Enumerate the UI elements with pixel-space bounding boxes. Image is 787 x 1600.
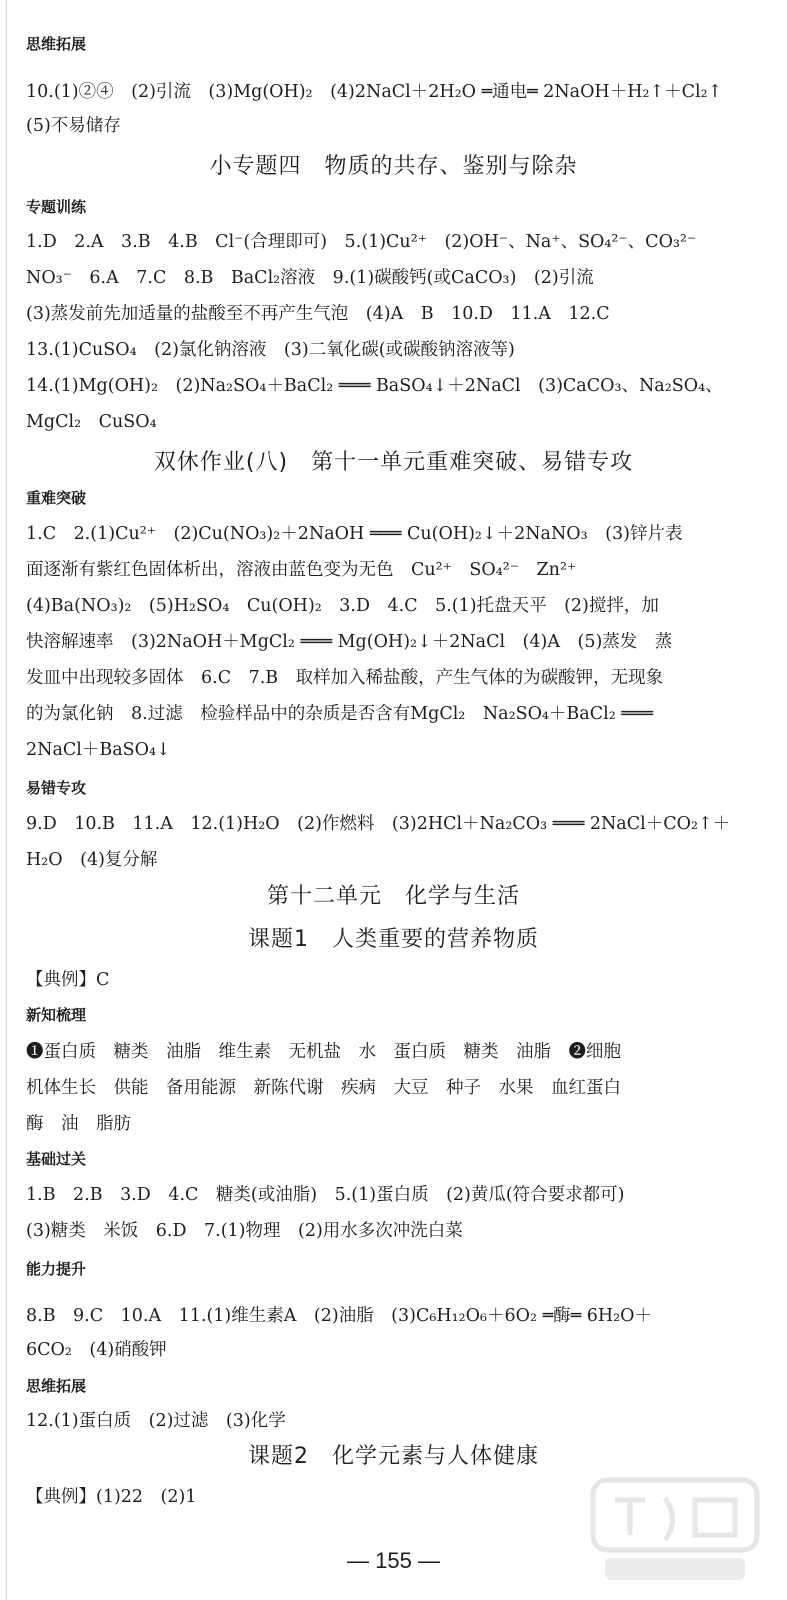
answer-line: 13.(1)CuSO₄ (2)氯化钠溶液 (3)二氧化碳(或碳酸钠溶液等) (26, 340, 515, 360)
answer-line: 12.(1)蛋白质 (2)过滤 (3)化学 (26, 1411, 286, 1431)
answer-line: 10.(1)②④ (2)引流 (3)Mg(OH)₂ (4)2NaCl＋2H₂O ═通电═ 2NaOH＋H₂↑＋Cl₂↑ (26, 82, 723, 102)
subhead-new-knowledge: 新知梳理 (26, 1006, 87, 1024)
subhead-key-difficulties: 重难突破 (26, 489, 87, 507)
answer-line: 发皿中出现较多固体 6.C 7.B 取样加入稀盐酸，产生气体的为碳酸钾，无现象 (26, 668, 664, 688)
lesson-heading: 课题2 化学元素与人体健康 (248, 1444, 539, 1469)
answer-line: 6CO₂ (4)硝酸钾 (26, 1340, 167, 1360)
answer-line: 8.B 9.C 10.A 11.(1)维生素A (2)油脂 (3)C₆H₁₂O₆＋6O₂ ═酶═ 6H₂O＋ (26, 1306, 652, 1326)
answer-line: 快溶解速率 (3)2NaOH＋MgCl₂ ═══ Mg(OH)₂↓＋2NaCl (4)A (5)蒸发 蒸 (26, 632, 673, 652)
subhead-thinking-extension: 思维拓展 (26, 35, 87, 53)
answer-line: 9.D 10.B 11.A 12.(1)H₂O (2)作燃料 (3)2HCl＋Na₂CO₃ ═══ 2NaCl＋CO₂↑＋ (26, 814, 731, 834)
unit-heading: 第十二单元 化学与生活 (266, 884, 520, 909)
lesson-heading: 课题1 人类重要的营养物质 (248, 927, 539, 952)
subhead-error-prone: 易错专攻 (26, 779, 87, 797)
answer-line: 1.B 2.B 3.D 4.C 糖类(或油脂) 5.(1)蛋白质 (2)黄瓜(符合要求都可) (26, 1185, 625, 1205)
answer-line: (4)Ba(NO₃)₂ (5)H₂SO₄ Cu(OH)₂ 3.D 4.C 5.(1)托盘天平 (2)搅拌，加 (26, 596, 659, 616)
answer-line: H₂O (4)复分解 (26, 850, 158, 870)
subhead-thinking-extension: 思维拓展 (26, 1377, 87, 1395)
answer-line: 14.(1)Mg(OH)₂ (2)Na₂SO₄＋BaCl₂ ═══ BaSO₄↓＋2NaCl (3)CaCO₃、Na₂SO₄、 (26, 376, 723, 396)
answer-line: 机体生长 供能 备用能源 新陈代谢 疾病 大豆 种子 水果 血红蛋白 (26, 1078, 621, 1098)
answer-line: 1.D 2.A 3.B 4.B Cl⁻(合理即可) 5.(1)Cu²⁺ (2)OH⁻、Na⁺、SO₄²⁻、CO₃²⁻ (26, 232, 697, 252)
section-heading: 双休作业(八) 第十一单元重难突破、易错专攻 (153, 450, 634, 475)
answer-line: 1.C 2.(1)Cu²⁺ (2)Cu(NO₃)₂＋2NaOH ═══ Cu(OH)₂↓＋2NaNO₃ (3)锌片表 (26, 524, 683, 544)
binding-edge (6, 0, 7, 1600)
answer-line: 【典例】C (26, 970, 110, 990)
answer-line: NO₃⁻ 6.A 7.C 8.B BaCl₂溶液 9.(1)碳酸钙(或CaCO₃) (2)引流 (26, 268, 594, 288)
subhead-basic-check: 基础过关 (26, 1150, 87, 1168)
section-heading: 小专题四 物质的共存、鉴别与除杂 (209, 154, 578, 179)
answer-line: (3)蒸发前先加适量的盐酸至不再产生气泡 (4)A B 10.D 11.A 12.C (26, 304, 610, 324)
page-number: — 155 — (347, 1548, 440, 1573)
answer-line: 面逐渐有紫红色固体析出，溶液由蓝色变为无色 Cu²⁺ SO₄²⁻ Zn²⁺ (26, 560, 577, 580)
answer-line: ❶蛋白质 糖类 油脂 维生素 无机盐 水 蛋白质 糖类 油脂 ❷细胞 (26, 1042, 621, 1062)
answer-line: (5)不易储存 (26, 116, 121, 136)
answer-line: 2NaCl＋BaSO₄↓ (26, 740, 171, 760)
subhead-ability-improvement: 能力提升 (26, 1260, 87, 1278)
answer-line: (3)糖类 米饭 6.D 7.(1)物理 (2)用水多次冲洗白菜 (26, 1221, 463, 1241)
answer-line: 【典例】(1)22 (2)1 (26, 1487, 197, 1507)
subhead-topic-training: 专题训练 (26, 198, 87, 216)
answer-line: 的为氯化钠 8.过滤 检验样品中的杂质是否含有MgCl₂ Na₂SO₄＋BaCl₂ ═══ (26, 704, 653, 724)
watermark-logo (585, 1470, 765, 1590)
answer-line: 酶 油 脂肪 (26, 1114, 131, 1134)
answer-line: MgCl₂ CuSO₄ (26, 412, 157, 432)
